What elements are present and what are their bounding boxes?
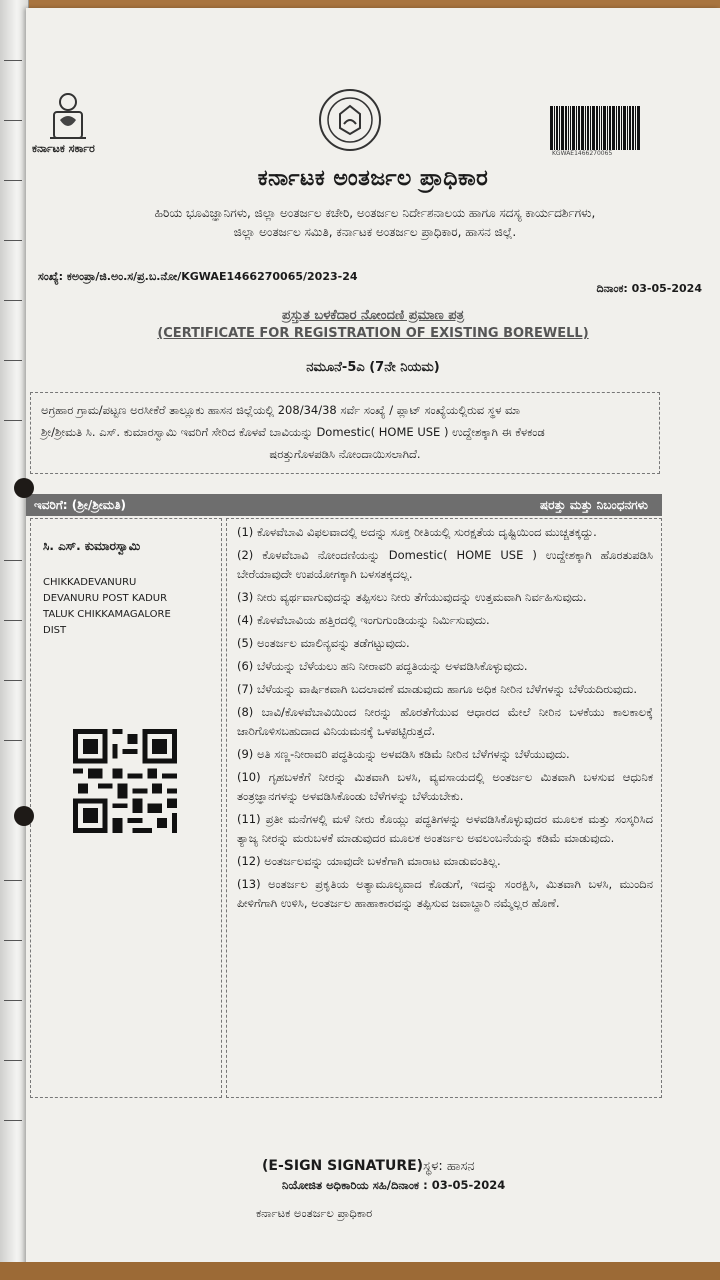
statement-line: ಷರತ್ತುಗೊಳಪಡಿಸಿ ನೋಂದಾಯಿಸಲಾಗಿದೆ. [269,447,421,461]
issuing-authority: ಕರ್ನಾಟಕ ಅಂತರ್ಜಲ ಪ್ರಾಧಿಕಾರ [256,1206,373,1220]
authority-seal-icon [318,88,382,152]
registration-statement [30,392,660,474]
holder-details [30,518,222,1098]
office-subtitle [50,204,700,242]
page-title: ಕರ್ನಾಟಕ ಅಂತರ್ಜಲ ಪ್ರಾಧಿಕಾರ [257,166,489,191]
condition-item: (5) ಅಂತರ್ಜಲ ಮಾಲಿನ್ಯವನ್ನು ತಡೆಗಟ್ಟುವುದು. [237,636,410,650]
certificate-title-kannada: ಪ್ರಸ್ತುತ ಬಳಕೆದಾರ ನೋಂದಣಿ ಪ್ರಮಾಣ ಪತ್ರ [281,308,465,323]
officer-signature-date: ನಿಯೋಜಿತ ಅಧಿಕಾರಿಯ ಸಹಿ/ದಿನಾಂಕ : 03-05-2024 [282,1178,506,1192]
table-surface [0,1262,720,1280]
address-line: DEVANURU POST KADUR [43,593,168,604]
condition-item: (7) ಬೆಳೆಯನ್ನು ವಾರ್ಷಿಕವಾಗಿ ಬದಲಾವಣೆ ಮಾಡುವುದು ಹಾಗೂ ಅಧಿಕ ನೀರಿನ ಬೆಳೆಗಳನ್ನು ಬೆಳೆಯದಿರುವುದು. [237,682,638,696]
barcode-number: KGWAE1466270065 [552,150,613,157]
condition-item: (4) ಕೊಳವೆಬಾವಿಯ ಹತ್ತಿರದಲ್ಲಿ ಇಂಗುಗುಂಡಿಯನ್ನು ನಿರ್ಮಿಸುವುದು. [237,613,490,627]
condition-item: (13) ಅಂತರ್ಜಲ ಪ್ರಕೃತಿಯ ಅತ್ಯಾಮೂಲ್ಯವಾದ ಕೊಡುಗೆ, ಇದನ್ನು ಸಂರಕ್ಷಿಸಿ, ಮಿತವಾಗಿ ಬಳಸಿ, ಮುಂದಿನ ಪೀಳಿಗೆಗಾಗಿ ಉಳಿಸಿ, ಅಂತರ್ಜಲ ಹಾಹಾಕಾರವನ್ನು ತಪ್ಪಿಸುವ ಜವಾಬ್ದಾರಿ ನಮ್ಮೆಲ್ಲರ ಹೊಣೆ. [237,877,653,910]
condition-item: (11) ಪ್ರತೀ ಮನೆಗಳಲ್ಲಿ ಮಳೆ ನೀರು ಕೊಯ್ಲು ಪದ್ಧತಿಗಳನ್ನು ಅಳವಡಿಸಿಕೊಳ್ಳುವುದರ ಮೂಲಕ ಮತ್ತು ಸಂಸ್ಕರಿಸಿದ ತ್ಯಾಜ್ಯ ನೀರನ್ನು ಮರುಬಳಕೆ ಮಾಡುವುದರ ಮೂಲಕ ಅಂತರ್ಜಲ ಅವಲಂಬನೆಯನ್ನು ಕಡಿಮೆ ಮಾಡುವುದು. [237,812,653,845]
condition-item: (2) ಕೊಳವೆಬಾವಿ ನೋಂದಣಿಯನ್ನು Domestic( HOME USE ) ಉದ್ದೇಶಕ್ಕಾಗಿ ಹೊರತುಪಡಿಸಿ ಬೇರೆಯಾವುದೇ ಉಪಯೋಗಕ್ಕಾಗಿ ಬಳಸತಕ್ಕದಲ್ಲ. [237,548,653,581]
certificate-page [26,8,720,1270]
karnataka-emblem-icon [48,90,88,142]
reference-number: ಸಂಖ್ಯೆ: ಕಅಂಪ್ರಾ/ಜಿ.ಅಂ.ಸ/ಪ್ರ.ಬ.ನೋ/KGWAE1466270065/2023-24 [38,270,358,283]
statement-line: ಅಗ್ರಹಾರ ಗ್ರಾಮ/ಪಟ್ಟಣ ಅರಸೀಕೆರೆ ತಾಲ್ಲೂಕು ಹಾಸನ ಜಿಲ್ಲೆಯಲ್ಲಿ 208/34/38 ಸರ್ವೆ ಸಂಖ್ಯೆ / ಪ್ಲಾಟ್ ಸಂಖ್ಯೆಯಲ್ಲಿರುವ ಸ್ಥಳ ಮಾ [41,403,521,417]
place-label: ಸ್ಥಳ: ಹಾಸನ [423,1159,475,1174]
form-number: ನಮೂನೆ-5ಎ (7ನೇ ನಿಯಮ) [306,360,440,375]
address-line: CHIKKADEVANURU [43,577,137,588]
esign-label: (E-SIGN SIGNATURE) [262,1158,424,1174]
condition-item: (12) ಅಂತರ್ಜಲವನ್ನು ಯಾವುದೇ ಬಳಕೆಗಾಗಿ ಮಾರಾಟ ಮಾಡುವಂತಿಲ್ಲ. [237,854,501,868]
condition-item: (1) ಕೊಳವೆಬಾವಿ ವಿಫಲವಾದಲ್ಲಿ ಅದನ್ನು ಸೂಕ್ತ ರೀತಿಯಲ್ಲಿ ಸುರಕ್ಷತೆಯ ದೃಷ್ಟಿಯಿಂದ ಮುಚ್ಚತಕ್ಕದ್ದು. [237,525,597,539]
issue-date: ದಿನಾಂಕ: 03-05-2024 [596,282,702,295]
government-label: ಕರ್ನಾಟಕ ಸರ್ಕಾರ [32,142,95,155]
holder-name: ಸಿ. ಎಸ್. ಕುಮಾರಸ್ವಾಮಿ [43,539,141,553]
conditions-list [226,518,662,1098]
condition-item: (8) ಬಾವಿ/ಕೊಳವೆಬಾವಿಯಿಂದ ನೀರನ್ನು ಹೊರತೆಗೆಯುವ ಆಧಾರದ ಮೇಲೆ ನೀರಿನ ಬಳಕೆಯು ಕಾಲಕಾಲಕ್ಕೆ ಜಾರಿಗೊಳಿಸಬಹುದಾದ ವಿನಿಯಮನಕ್ಕೆ ಒಳಪಟ್ಟಿರುತ್ತದೆ. [237,705,653,738]
subtitle-line: ಜಿಲ್ಲಾ ಅಂತರ್ಜಲ ಸಮಿತಿ, ಕರ್ನಾಟಕ ಅಂತರ್ಜಲ ಪ್ರಾಧಿಕಾರ, ಹಾಸನ ಜಿಲ್ಲೆ. [233,225,517,239]
certificate-title-english: (CERTIFICATE FOR REGISTRATION OF EXISTING BOREWELL) [157,326,589,341]
condition-item: (3) ನೀರು ವ್ಯರ್ಥವಾಗುವುದನ್ನು ತಪ್ಪಿಸಲು ನೀರು ತೆಗೆಯುವುದನ್ನು ಉತ್ತಮವಾಗಿ ನಿರ್ವಹಿಸುವುದು. [237,590,587,604]
statement-line: ಶ್ರೀ/ಶ್ರೀಮತಿ ಸಿ. ಎಸ್. ಕುಮಾರಸ್ವಾಮಿ ಇವರಿಗೆ ಸೇರಿದ ಕೊಳವೆ ಬಾವಿಯನ್ನು Domestic( HOME USE ) ಉದ್ದೇಶಕ್ಕಾಗಿ ಈ ಕೆಳಕಂಡ [41,425,545,439]
address-line: TALUK CHIKKAMAGALORE [43,609,171,620]
punch-hole [14,806,34,826]
barcode [550,100,652,150]
holder-address [43,575,213,639]
address-line: DIST [43,625,67,636]
condition-item: (9) ಅತಿ ಸಣ್ಣ-ನೀರಾವರಿ ಪದ್ಧತಿಯನ್ನು ಅಳವಡಿಸಿ ಕಡಿಮೆ ನೀರಿನ ಬೆಳೆಗಳನ್ನು ಬೆಳೆಯುವುದು. [237,747,570,761]
qr-code-icon [73,729,177,833]
subtitle-line: ಹಿರಿಯ ಭೂವಿಜ್ಞಾನಿಗಳು, ಜಿಲ್ಲಾ ಅಂತರ್ಜಲ ಕಚೇರಿ, ಅಂತರ್ಜಲ ನಿರ್ದೇಶನಾಲಯ ಹಾಗೂ ಸದಸ್ಯ ಕಾರ್ಯದರ್ಶಿಗಳು, [154,206,596,220]
conditions-header: ಷರತ್ತು ಮತ್ತು ನಿಬಂಧನಗಳು [222,494,662,516]
condition-item: (10) ಗೃಹಬಳಕೆಗೆ ನೀರನ್ನು ಮಿತವಾಗಿ ಬಳಸಿ, ವ್ಯವಸಾಯದಲ್ಲಿ ಅಂತರ್ಜಲ ಮಿತವಾಗಿ ಬಳಸುವ ಆಧುನಿಕ ತಂತ್ರಜ್ಞಾನಗಳನ್ನು ಅಳವಡಿಸಿಕೊಂಡು ಬೆಳೆಗಳನ್ನು ಬೆಳೆಯಬೇಕು. [237,770,653,803]
holder-header: ಇವರಿಗೆ: (ಶ್ರೀ/ಶ್ರೀಮತಿ) [26,494,226,516]
punch-hole [14,478,34,498]
notebook-binding [0,0,29,1280]
condition-item: (6) ಬೆಳೆಯನ್ನು ಬೆಳೆಯಲು ಹನಿ ನೀರಾವರಿ ಪದ್ಧತಿಯನ್ನು ಅಳವಡಿಸಿಕೊಳ್ಳುವುದು. [237,659,528,673]
signature-line [262,1158,475,1174]
